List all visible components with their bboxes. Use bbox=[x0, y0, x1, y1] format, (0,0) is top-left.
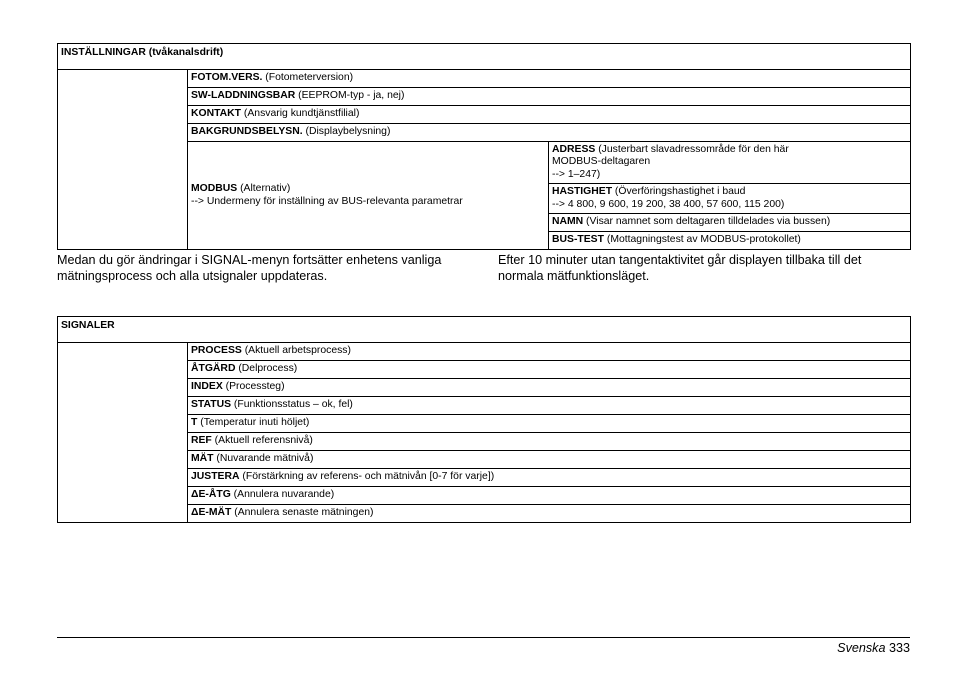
settings-row-fotom bbox=[188, 70, 911, 88]
term: ÅTGÄRD bbox=[191, 363, 236, 374]
settings-row-kontakt bbox=[188, 106, 911, 124]
modbus-sub-bustest bbox=[549, 232, 911, 250]
modbus-sub-adress bbox=[549, 142, 911, 184]
desc: (Överföringshastighet i baud bbox=[612, 186, 746, 198]
desc-line2: MODBUS-deltagaren bbox=[552, 156, 651, 168]
desc-line2: --> 4 800, 9 600, 19 200, 38 400, 57 600, 115 200) bbox=[552, 198, 785, 210]
desc: (Ansvarig kundtjänstfilial) bbox=[241, 108, 360, 119]
term: ΔE-MÄT bbox=[191, 507, 232, 518]
term: BUS-TEST bbox=[552, 234, 604, 246]
signals-row bbox=[188, 487, 911, 505]
desc-line2: --> Undermeny för inställning av BUS-relevanta parametrar bbox=[191, 195, 463, 207]
signals-row bbox=[188, 343, 911, 361]
desc: (Displaybelysning) bbox=[302, 126, 391, 137]
desc: (Delprocess) bbox=[235, 363, 298, 374]
desc: (Visar namnet som deltagaren tilldelades via bussen) bbox=[583, 216, 831, 228]
term: T bbox=[191, 417, 198, 428]
term: SW-LADDNINGSBAR bbox=[191, 90, 296, 101]
signals-table bbox=[57, 316, 911, 523]
term: KONTAKT bbox=[191, 108, 242, 119]
term: FOTOM.VERS. bbox=[191, 72, 263, 83]
term: JUSTERA bbox=[191, 471, 240, 482]
paragraph-left: Medan du gör ändringar i SIGNAL-menyn fortsätter enhetens vanliga mätningsprocess och alla utsignaler uppdateras. bbox=[57, 253, 442, 283]
term: MODBUS bbox=[191, 183, 238, 195]
settings-table-header: INSTÄLLNINGAR (tvåkanalsdrift) bbox=[58, 44, 911, 70]
desc: (Fotometerversion) bbox=[262, 72, 354, 83]
settings-table bbox=[57, 43, 911, 250]
term: REF bbox=[191, 435, 212, 446]
signals-row bbox=[188, 451, 911, 469]
page-footer bbox=[837, 641, 910, 655]
term: BAKGRUNDSBELYSN. bbox=[191, 126, 303, 137]
desc: (Alternativ) bbox=[237, 183, 291, 195]
signals-table-blank-cell bbox=[58, 343, 188, 523]
desc: (Nuvarande mätnivå) bbox=[213, 453, 314, 464]
term: PROCESS bbox=[191, 345, 242, 356]
settings-row-modbus bbox=[188, 142, 549, 250]
desc: (Mottagningstest av MODBUS-protokollet) bbox=[603, 234, 801, 246]
signals-row bbox=[188, 415, 911, 433]
settings-row-bakgrund bbox=[188, 124, 911, 142]
paragraph-right: Efter 10 minuter utan tangentaktivitet går displayen tillbaka till det normala mätfunktionsläget. bbox=[498, 253, 862, 283]
term: HASTIGHET bbox=[552, 186, 613, 198]
desc: (Funktionsstatus – ok, fel) bbox=[231, 399, 353, 410]
signals-row bbox=[188, 379, 911, 397]
desc: (EEPROM-typ - ja, nej) bbox=[295, 90, 405, 101]
term: ΔE-ÅTG bbox=[191, 489, 231, 500]
signals-row bbox=[188, 433, 911, 451]
term: ADRESS bbox=[552, 144, 596, 155]
settings-row-sw bbox=[188, 88, 911, 106]
modbus-sub-namn bbox=[549, 214, 911, 232]
term: MÄT bbox=[191, 453, 214, 464]
modbus-sub-hastighet bbox=[549, 184, 911, 214]
desc: (Förstärkning av referens- och mätnivån [0-7 för varje]) bbox=[239, 471, 495, 482]
desc: (Annulera nuvarande) bbox=[230, 489, 335, 500]
term: NAMN bbox=[552, 216, 584, 228]
desc: (Aktuell referensnivå) bbox=[211, 435, 313, 446]
signals-table-header: SIGNALER bbox=[58, 317, 911, 343]
desc-line3: --> 1–247) bbox=[552, 168, 601, 180]
footer-language: Svenska bbox=[837, 641, 886, 655]
page-number: 333 bbox=[888, 641, 910, 655]
footer-rule bbox=[57, 637, 910, 638]
signals-row bbox=[188, 505, 911, 523]
desc: (Justerbart slavadressområde för den här bbox=[595, 144, 789, 155]
desc: (Aktuell arbetsprocess) bbox=[241, 345, 351, 356]
term: STATUS bbox=[191, 399, 232, 410]
signals-row bbox=[188, 361, 911, 379]
desc: (Processteg) bbox=[222, 381, 285, 392]
signals-row bbox=[188, 397, 911, 415]
desc: (Annulera senaste mätningen) bbox=[231, 507, 374, 518]
desc: (Temperatur inuti höljet) bbox=[197, 417, 310, 428]
settings-table-blank-cell bbox=[58, 70, 188, 250]
term: INDEX bbox=[191, 381, 223, 392]
signals-row bbox=[188, 469, 911, 487]
